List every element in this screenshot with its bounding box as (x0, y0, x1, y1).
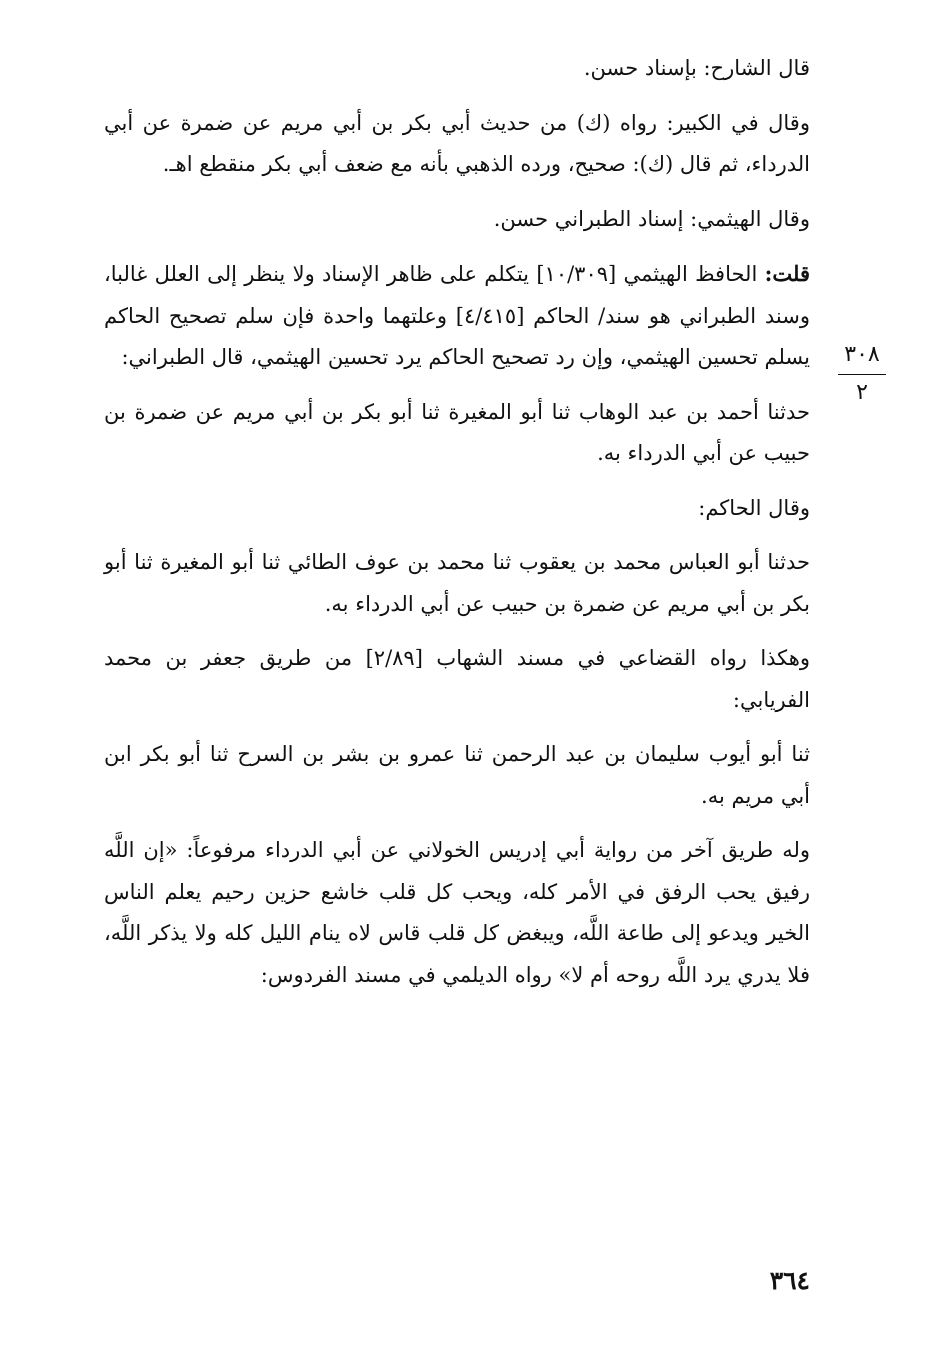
paragraph-text: حدثنا أبو العباس محمد بن يعقوب ثنا محمد بن عوف الطائي ثنا أبو المغيرة ثنا أبو بكر بن أبي مريم عن ضمرة بن حبيب عن أبي الدرداء به. (104, 550, 810, 616)
paragraph-lead: قلت: (764, 261, 810, 286)
paragraph (104, 734, 810, 817)
paragraph (104, 48, 810, 90)
text-column (104, 48, 810, 1009)
paragraph (104, 488, 810, 530)
paragraph-text: ثنا أبو أيوب سليمان بن عبد الرحمن ثنا عمرو بن بشر بن السرح ثنا أبو بكر ابن أبي مريم به. (104, 742, 810, 808)
margin-reference-sub: ٢ (856, 380, 868, 405)
paragraph-text: وقال الهيثمي: إسناد الطبراني حسن. (493, 206, 810, 231)
margin-reference (836, 340, 888, 407)
paragraph (104, 253, 810, 379)
paragraph-text: وهكذا رواه القضاعي في مسند الشهاب [٢/٨٩] من طريق جعفر بن محمد الفريابي: (104, 646, 810, 712)
paragraph-text: حدثنا أحمد بن عبد الوهاب ثنا أبو المغيرة ثنا أبو بكر بن أبي مريم عن ضمرة بن حبيب عن أبي الدرداء به. (104, 399, 810, 465)
page-number: ٣٦٤ (769, 1266, 810, 1295)
paragraph (104, 103, 810, 186)
paragraph (104, 199, 810, 241)
paragraph-text: الحافظ الهيثمي [١٠/٣٠٩] يتكلم على ظاهر الإسناد ولا ينظر إلى العلل غالبا، وسند الطبراني هو سند/ الحاكم [٤/٤١٥] وعلتهما واحدة فإن سلم تصحيح الحاكم يسلم تحسين الهيثمي، وإن رد تصحيح الحاكم يرد تحسين الهيثمي، قال الطبراني: (104, 262, 810, 369)
paragraph-text: وقال في الكبير: رواه (ك) من حديث أبي بكر بن أبي مريم عن ضمرة عن أبي الدرداء، ثم قال (ك): صحيح، ورده الذهبي بأنه مع ضعف أبي بكر منقطع اهـ. (104, 110, 810, 176)
margin-reference-number: ٣٠٨ (844, 342, 880, 367)
paragraph-text: وله طريق آخر من رواية أبي إدريس الخولاني عن أبي الدرداء مرفوعاً: «إن اللَّه رفيق يحب الرفق في الأمر كله، ويحب كل قلب خاشع حزين رحيم يعلم الناس الخير ويدعو إلى طاعة اللَّه، ويبغض كل قلب قاس لاه ينام الليل كله ولا يذكر اللَّه، فلا يدري يرد اللَّه روحه أم لا» رواه الديلمي في مسند الفردوس: (104, 838, 810, 987)
paragraph (104, 392, 810, 475)
margin-reference-rule (838, 374, 886, 375)
paragraph-text: وقال الحاكم: (698, 495, 810, 520)
paragraph-text: قال الشارح: بإسناد حسن. (583, 56, 810, 80)
paragraph (104, 830, 810, 996)
paragraph (104, 638, 810, 721)
paragraph (104, 542, 810, 625)
